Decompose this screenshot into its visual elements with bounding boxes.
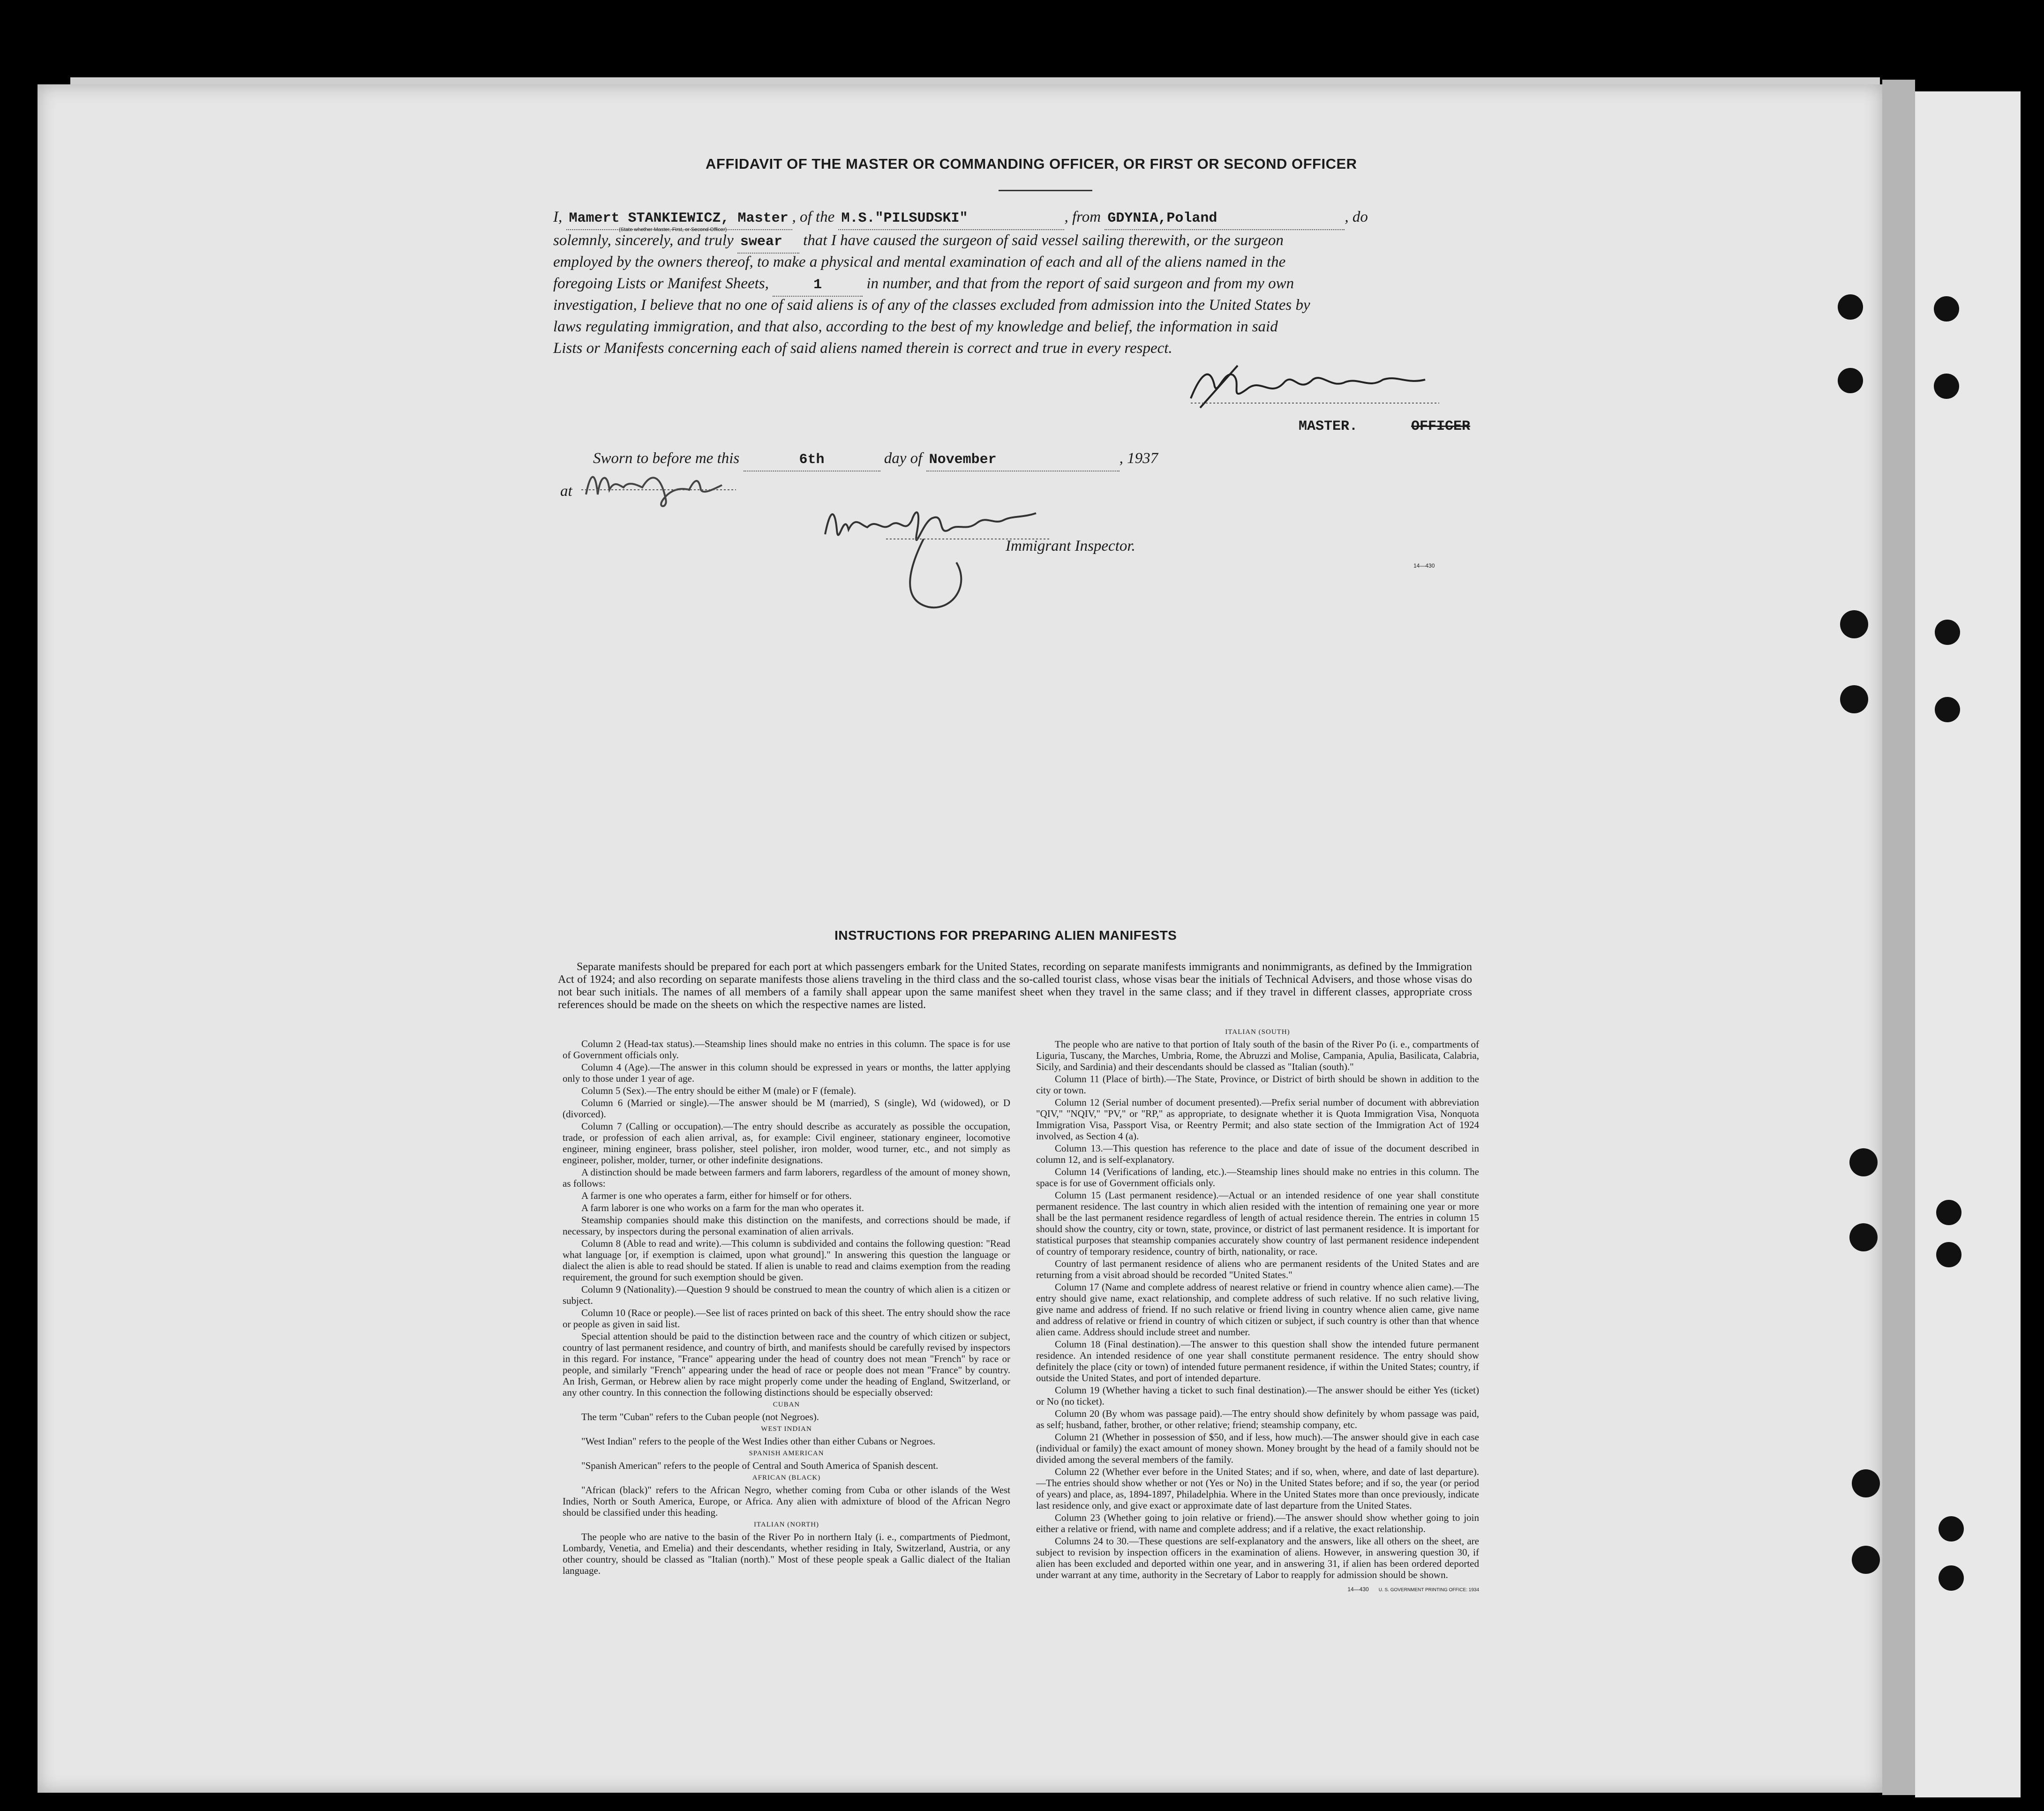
italian-south-heading: ITALIAN (SOUTH) [1225, 1028, 1290, 1036]
affidavit-line-2: solemnly, sincerely, and truly swear that I have caused the surgeon of said vessel sailing therewith, or the surgeon [553, 230, 1284, 254]
binder-hole [1939, 1565, 1964, 1591]
instructions-title: INSTRUCTIONS FOR PREPARING ALIEN MANIFESTS [834, 928, 1177, 943]
binder-hole [1934, 296, 1959, 322]
west-indian-heading: WEST INDIAN [761, 1425, 812, 1433]
binder-hole [1840, 610, 1868, 638]
vessel-name: M.S."PILSUDSKI" [838, 208, 1064, 230]
binder-hole [1936, 1200, 1961, 1225]
binder-hole [1934, 374, 1959, 399]
affidavit-form-number: 14—430 [1413, 562, 1435, 569]
binder-hole [1840, 685, 1868, 713]
binder-hole [1849, 1223, 1878, 1251]
next-page-strip [1915, 91, 2021, 1797]
inspector-label: Immigrant Inspector. [1006, 538, 1135, 554]
sworn-month: November [926, 449, 1120, 471]
spanish-american-heading: SPANISH AMERICAN [749, 1450, 824, 1457]
affidavit-line-5: investigation, I believe that no one of said aliens is of any of the classes excluded from admission into the United States by [553, 297, 1310, 314]
affidavit-line-4: foregoing Lists or Manifest Sheets, 1 in number, and that from the report of said surgeon and from my own [553, 273, 1294, 297]
binder-hole [1939, 1516, 1964, 1542]
binding-shadow [1882, 80, 1915, 1795]
affidavit-line-1: I, Mamert STANKIEWICZ, Master , of the M.S."PILSUDSKI" , from GDYNIA,Poland , do [553, 206, 1368, 230]
sheet-count: 1 [773, 274, 863, 297]
name-note: (State whether Master, First, or Second Officer) [619, 227, 727, 232]
departure-port: GDYNIA,Poland [1105, 208, 1345, 230]
instructions-intro: Separate manifests should be prepared for each port at which passengers embark for the United States, recording on separate manifests immigrants and nonimmigrants, as defined by the Immigration Act of 1924; and also recording on separate manifests those aliens traveling in the third class and the so-called tourist class, whose visas bear the initials of Technical Advisers, and those whose visas do not bear such initials. The names of all members of a family shall appear upon the same manifest sheet when they travel in the same class; and if they travel in different classes, appropriate cross references should be made on the sheets on which the respective names are listed. [558, 961, 1472, 1011]
sworn-line: Sworn to before me this 6th day of November , 1937 [593, 448, 1158, 471]
binder-hole [1849, 1148, 1878, 1176]
italian-north-heading: ITALIAN (NORTH) [753, 1521, 819, 1528]
instructions-right-column: ITALIAN (SOUTH) The people who are native to that portion of Italy south of the basin of the River Po (i. e., compartments of Liguria, Tuscany, the Marches, Umbria, Rome, the Abruzzi and Molise, Campania, Apulia, Basilicata, Calabria, Sicily, and Sardinia) and their descendants should be classed as "Italian (south)." Column 11 (Place of birth).—The State, Province, or District of birth should be shown in addition to the city or town. Column 12 (Serial number of document presented).—Prefix serial number of document with abbreviation "QIV," "NQIV," "PV," or "RP," as appropriate, to designate whether it is Quota Immigration Visa, Nonquota Immigration Visa, Passport Visa, or Reentry Permit; and also state section of the Immigration Act of 1924 involved, as Section 4 (a). Column 13.—This question has reference to the place and date of issue of the document described in column 12, and is self-explanatory. Column 14 (Verifications of landing, etc.).—Steamship lines should make no entries in this column. The space is for use of Government officials only. Column 15 (Last permanent residence).—Actual or an intended residence of one year shall constitute permanent residence. The last country in which alien resided with the intention of remaining one year or more shall be the last permanent residence regardless of length of actual residence therein. The entries in column 15 should show the country, city or town, state, province, or district of last permanent residence. It is important for statistical purposes that steamship companies accurately show country of last permanent residence independent of country of temporary residence, country of birth, nationality, or race. Country of last permanent residence of aliens who are permanent residents of the United States and are returning from a visit abroad should be recorded "United States." Column 17 (Name and complete address of nearest relative or friend in country whence alien came).—The entry should give name, exact relationship, and complete address of such relative. If no such relative living, give name and address of friend. If no such relative or friend living in country whence alien came, give name and address of relative or friend in country of which citizen or subject, if such country is other than that whence alien came. Address should include street and number. Column 18 (Final destination).—The answer to this question shall show the intended future permanent residence. An intended residence of one year shall constitute permanent residence. The entry should show definitely the place (city or town) of intended future permanent residence, if within the United States; country, if outside the United States, and port of intended departure. Column 19 (Whether having a ticket to such final destination).—The answer should be either Yes (ticket) or No (no ticket). Column 20 (By whom was passage paid).—The entry should show definitely by whom passage was paid, as self; husband, father, brother, or other relative; friend; steamship company, etc. Column 21 (Whether in possession of $50, and if less, how much).—The answer should give in each case (individual or family) the exact amount of money shown. Money brought by the head of a family should not be divided among the several members of the family. Column 22 (Whether ever before in the United States; and if so, when, where, and date of last departure).—The entries should show whether or not (Yes or No) in the United States before; and if so, the year (or period of years) and place, as, 1894-1897, Philadelphia. Where in the United States more than once previously, indicate last residence only, and give exact or approximate date of last departure from the United States. Column 23 (Whether going to join relative or friend).—The answer should show whether going to join either a relative or friend, with name and complete address; and if a relative, the exact relationship. Columns 24 to 30.—These questions are self-explanatory and the answers, like all others on the sheet, are subject to revision by inspection officers in the examination of aliens. However, in answering question 30, if alien has been excluded and deported within one year, and in answering 31, if alien has been ordered deported under warrant at any time, authority in the Secretary of Labor to reapply for admission should be shown. 14—430 U. S. GOVERNMENT PRINTING OFFICE: 1934 [1036, 1026, 1479, 1596]
at-label: at [560, 483, 572, 500]
place-signature [581, 462, 741, 513]
binder-hole [1838, 294, 1863, 320]
binder-hole [1936, 1242, 1961, 1267]
sworn-day: 6th [744, 449, 880, 471]
title-rule [999, 190, 1092, 191]
affidavit-title: AFFIDAVIT OF THE MASTER OR COMMANDING OFFICER, OR FIRST OR SECOND OFFICER [706, 156, 1357, 172]
master-name: Mamert STANKIEWICZ, Master [566, 208, 792, 230]
cuban-heading: CUBAN [773, 1401, 800, 1408]
african-heading: AFRICAN (BLACK) [752, 1474, 821, 1482]
officer-struck: OFFICER [1411, 419, 1471, 434]
binder-hole [1838, 368, 1863, 393]
instructions-footer: 14—430 U. S. GOVERNMENT PRINTING OFFICE: 1934 [1347, 1586, 1479, 1593]
binder-hole [1852, 1546, 1880, 1574]
oath-word: swear [737, 231, 799, 254]
affidavit-line-6: laws regulating immigration, and that also, according to the best of my knowledge and belief, the information in said [553, 318, 1278, 335]
affidavit-line-7: Lists or Manifests concerning each of said aliens named therein is correct and true in every respect. [553, 340, 1172, 357]
instructions-left-column: Column 2 (Head-tax status).—Steamship lines should make no entries in this column. The space is for use of Government officials only. Column 4 (Age).—The answer in this column should be expressed in years or months, the latter applying only to those under 1 year of age. Column 5 (Sex).—The entry should be either M (male) or F (female). Column 6 (Married or single).—The answer should be M (married), S (single), Wd (widowed), or D (divorced). Column 7 (Calling or occupation).—The entry should describe as accurately as possible the occupation, trade, or profession of each alien arrival, as, for example: Civil engineer, stationary engineer, locomotive engineer, mining engineer, brass polisher, steel polisher, iron molder, wood turner, etc., and not simply as engineer, polisher, molder, turner, or other indefinite designations. A distinction should be made between farmers and farm laborers, regardless of the amount of money shown, as follows: A farmer is one who operates a farm, either for himself or for others. A farm laborer is one who works on a farm for the man who operates it. Steamship companies should make this distinction on the manifests, and corrections should be made, if necessary, by inspectors during the personal examination of alien arrivals. Column 8 (Able to read and write).—This column is subdivided and contains the following question: "Read what language [or, if exemption is claimed, upon what ground]." In answering this question the language or dialect the alien is able to read should be stated. If alien is unable to read and claims exemption from the reading requirement, the ground for such exemption should be given. Column 9 (Nationality).—Question 9 should be construed to mean the country of which alien is a citizen or subject. Column 10 (Race or people).—See list of races printed on back of this sheet. The entry should show the race or people as given in said list. Special attention should be paid to the distinction between race and the country of which citizen or subject, country of last permanent residence, and country of birth, and manifests should be carefully revised by inspectors in this regard. For instance, "France" appearing under the head of country does not mean "French" by race or people, and similarly "French" appearing under the head of race or people does not mean "France" by country. An Irish, German, or Hebrew alien by race might properly come under the heading of England, Switzerland, or any other country. In this connection the following distinctions should be especially observed: CUBAN The term "Cuban" refers to the Cuban people (not Negroes). WEST INDIAN "West Indian" refers to the people of the West Indies other than either Cubans or Negroes. SPANISH AMERICAN "Spanish American" refers to the people of Central and South America of Spanish descent. AFRICAN (BLACK) "African (black)" refers to the African Negro, whether coming from Cuba or other islands of the West Indies, North or South America, Europe, or Africa. Any alien with admixture of blood of the African Negro should be classified under this heading. ITALIAN (NORTH) The people who are native to the basin of the River Po in northern Italy (i. e., compartments of Piedmont, Lombardy, Venetia, and Emelia) and their descendants, whether residing in Italy, Switzerland, Austria, or any other country, should be classed as "Italian (north)." Most of these people speak a Gallic dialect of the Italian language. [563, 1038, 1010, 1576]
binder-hole [1935, 620, 1960, 645]
binder-hole [1852, 1469, 1880, 1497]
master-label: MASTER. [1299, 419, 1358, 434]
affidavit-line-3: employed by the owners thereof, to make a physical and mental examination of each and all of the aliens named in the [553, 254, 1286, 270]
binder-hole [1935, 697, 1960, 722]
master-signature [1181, 356, 1444, 417]
